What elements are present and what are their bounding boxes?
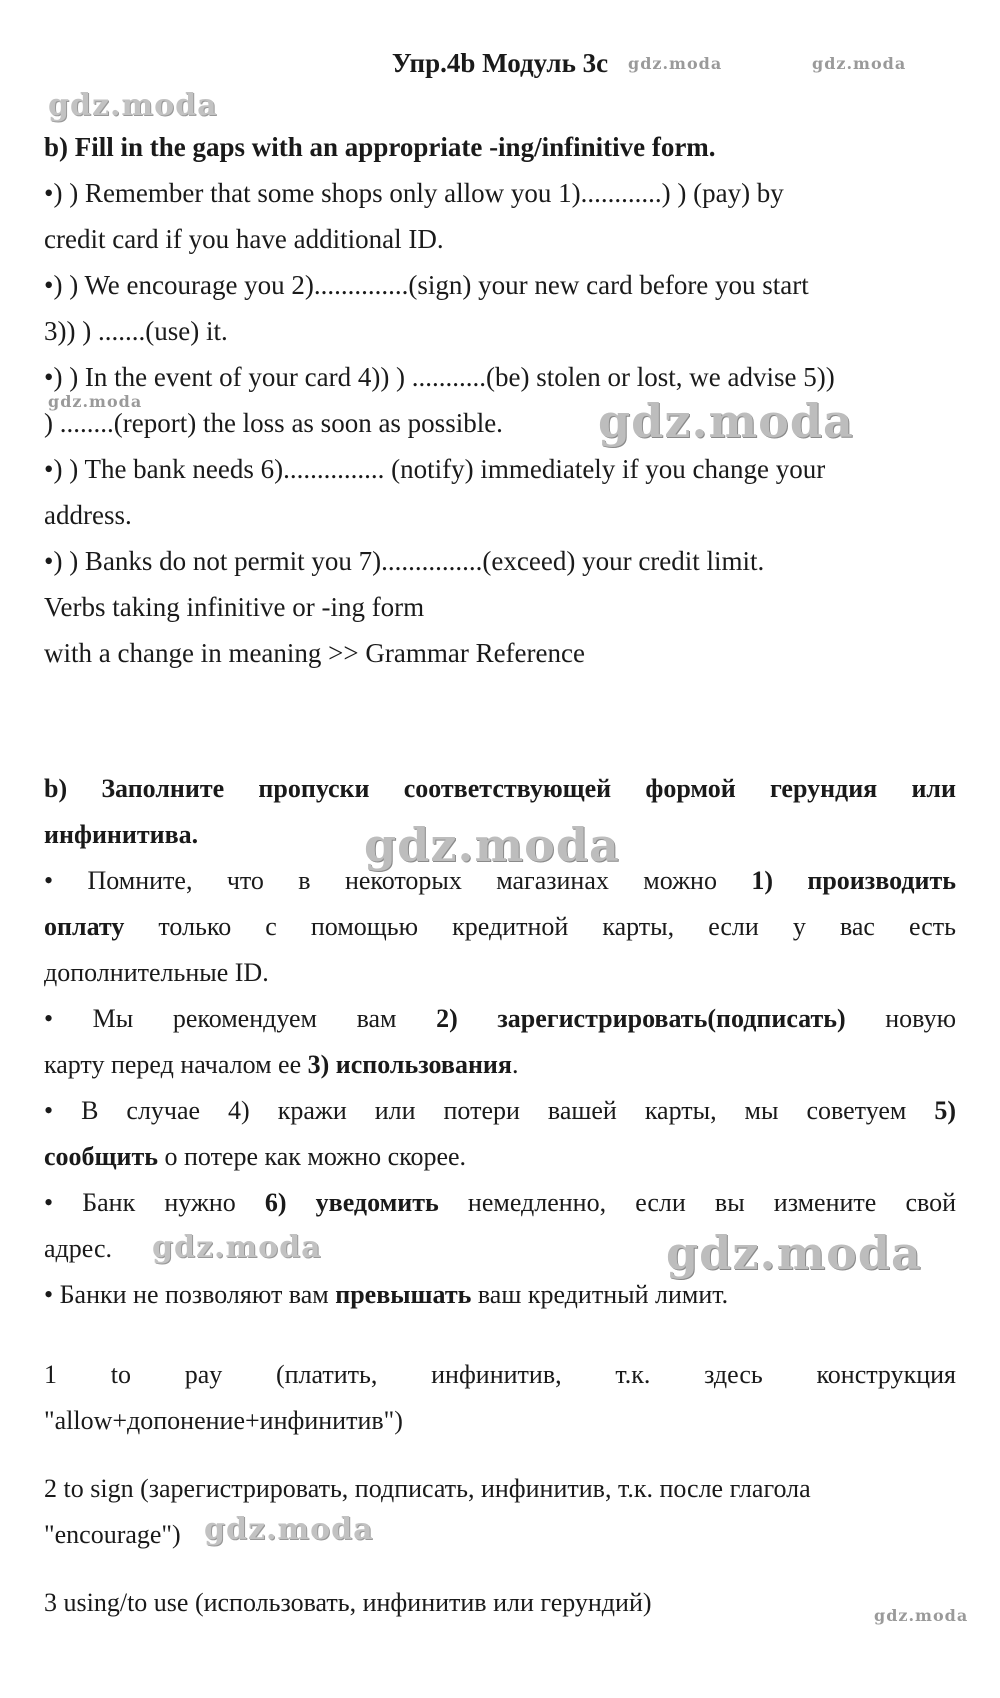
- russian-heading: инфинитива.: [44, 820, 199, 849]
- answer-3: 3 using/to use (использовать, инфинитив или герундий): [44, 1588, 652, 1617]
- russian-sentence-3: • В случае 4) кражи или потери вашей карты, мы советуем 5): [44, 1096, 956, 1125]
- watermark-logo: gdz.moda: [812, 54, 907, 73]
- watermark-logo: gdz.moda: [628, 54, 723, 73]
- russian-sentence-1: оплату только с помощью кредитной карты, если у вас есть: [44, 912, 956, 941]
- english-line: ) ........(report) the loss as soon as possible.: [44, 408, 503, 438]
- russian-heading: b) Заполните пропуски соответствующей формой герундия или: [44, 774, 956, 803]
- russian-sentence-1: дополнительные ID.: [44, 958, 269, 987]
- watermark-logo: gdz.moda: [152, 1230, 322, 1265]
- watermark-logo: gdz.moda: [48, 392, 143, 411]
- english-line: •) ) The bank needs 6)............... (notify) immediately if you change your: [44, 454, 826, 484]
- russian-sentence-2: карту перед началом ее 3) использования.: [44, 1050, 519, 1079]
- english-line: •) ) Banks do not permit you 7)...............(exceed) your credit limit.: [44, 546, 765, 576]
- russian-sentence-5: • Банки не позволяют вам превышать ваш кредитный лимит.: [44, 1280, 729, 1309]
- russian-sentence-3: сообщить о потере как можно скорее.: [44, 1142, 467, 1171]
- watermark-logo: gdz.moda: [48, 88, 218, 123]
- russian-sentence-1: • Помните, что в некоторых магазинах можно 1) производить: [44, 866, 956, 895]
- english-line: address.: [44, 500, 132, 530]
- watermark-logo: gdz.moda: [364, 818, 620, 872]
- english-line: Verbs taking infinitive or -ing form: [44, 592, 425, 622]
- english-line: •) ) Remember that some shops only allow you 1)............) ) (pay) by: [44, 178, 784, 208]
- page-title: Упр.4b Модуль 3c: [391, 48, 609, 78]
- russian-sentence-2: • Мы рекомендуем вам 2) зарегистрировать(подписать) новую: [44, 1004, 956, 1033]
- watermark-logo: gdz.moda: [874, 1606, 969, 1625]
- answer-2: 2 to sign (зарегистрировать, подписать, инфинитив, т.к. после глагола: [44, 1474, 811, 1503]
- watermark-logo: gdz.moda: [204, 1512, 374, 1547]
- answer-1: 1 to pay (платить, инфинитив, т.к. здесь конструкция: [44, 1360, 956, 1389]
- english-line: •) ) We encourage you 2)..............(sign) your new card before you start: [44, 270, 809, 300]
- answers: [44, 1352, 956, 1626]
- watermark-logo: gdz.moda: [598, 394, 854, 448]
- answer-1: "allow+допонение+инфинитив"): [44, 1406, 403, 1435]
- english-line: with a change in meaning >> Grammar Reference: [44, 638, 585, 668]
- answer-2: "encourage"): [44, 1520, 181, 1549]
- russian-sentence-4: • Банк нужно 6) уведомить немедленно, если вы измените свой: [44, 1188, 956, 1217]
- english-line: •) ) In the event of your card 4)) ) ...........(be) stolen or lost, we advise 5)): [44, 362, 835, 392]
- russian-sentence-4: адрес.: [44, 1234, 112, 1263]
- english-line: credit card if you have additional ID.: [44, 224, 444, 254]
- english-heading: b) Fill in the gaps with an appropriate -ing/infinitive form.: [44, 132, 716, 162]
- watermark-logo: gdz.moda: [666, 1226, 922, 1280]
- english-line: 3)) ) .......(use) it.: [44, 316, 228, 346]
